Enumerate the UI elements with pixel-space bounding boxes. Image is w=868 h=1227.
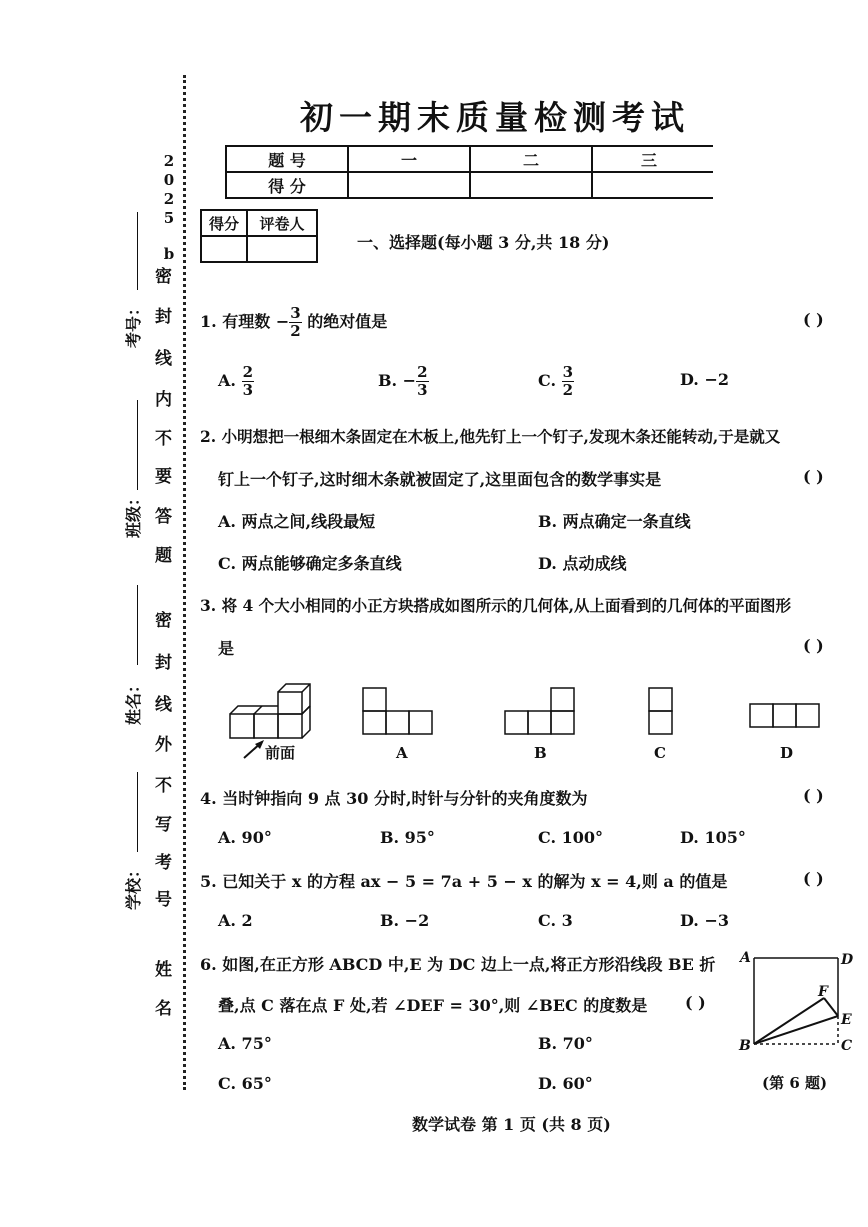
point-label: C [841, 1038, 853, 1054]
option-label: D. −2 [680, 370, 729, 389]
question-6-line1: 6. 如图,在正方形 ABCD 中,E 为 DC 边上一点,将正方形沿线段 BE 折 [200, 955, 716, 974]
grader-name-label: 评卷人 [247, 210, 317, 236]
seal-char: 姓 [155, 960, 172, 980]
option-label: A. [218, 371, 242, 390]
option-c-figure [646, 686, 676, 738]
score-cell[interactable] [470, 172, 592, 198]
question-3-line1: 3. 将 4 个大小相同的小正方块搭成如图所示的几何体,从上面看到的几何体的平面图形 [200, 596, 792, 615]
option-d-figure [748, 702, 824, 732]
seal-char: 答 [155, 507, 172, 527]
year-marks [162, 152, 176, 264]
point-label: E [841, 1012, 852, 1028]
question-2-line1: 2. 小明想把一根细木条固定在木板上,他先钉上一个钉子,发现木条还能转动,于是就又 [200, 427, 781, 446]
grader-score-cell[interactable] [201, 236, 247, 262]
school-label: 学校： [124, 861, 143, 910]
exam-title: 初一期末质量检测考试 [300, 98, 690, 137]
score-table-col: 一 [348, 146, 470, 172]
question-1-stem [200, 306, 387, 339]
school-write-line[interactable] [137, 772, 138, 852]
point-label: B [739, 1038, 751, 1054]
q1-option-b[interactable] [378, 365, 429, 398]
q1-option-a[interactable] [218, 365, 254, 398]
option-c-figure-label: C [654, 744, 666, 762]
answer-blank-2[interactable]: ( ) [803, 467, 824, 486]
frac-num: 3 [562, 363, 574, 381]
seal-char: 外 [155, 735, 172, 755]
question-2-line2: 钉上一个钉子,这时细木条就被固定了,这里面包含的数学事实是 [218, 470, 662, 489]
seal-char: 要 [155, 467, 172, 487]
q4-option-c[interactable]: C. 100° [538, 828, 603, 847]
q5-option-a[interactable]: A. 2 [218, 911, 253, 930]
point-label: A [740, 950, 751, 966]
section-title: 一、选择题(每小题 3 分,共 18 分) [357, 233, 610, 252]
q5-option-b[interactable]: B. −2 [380, 911, 430, 930]
name-write-line[interactable] [137, 585, 138, 665]
question-6-line2: 叠,点 C 落在点 F 处,若 ∠DEF = 30°,则 ∠BEC 的度数是 [218, 996, 648, 1015]
q1-fraction [289, 306, 301, 339]
q6-option-d[interactable]: D. 60° [538, 1074, 593, 1093]
q4-option-b[interactable]: B. 95° [380, 828, 435, 847]
year-char: 2 [163, 190, 175, 208]
option-b-figure [502, 686, 577, 738]
q1-option-d[interactable] [680, 370, 729, 389]
seal-char: 名 [155, 999, 172, 1019]
answer-blank-6[interactable]: ( ) [685, 993, 706, 1012]
question-3-line2: 是 [218, 639, 235, 658]
square-fold-figure [738, 948, 856, 1058]
score-table-header: 题 号 [226, 146, 348, 172]
frac-den: 2 [562, 381, 574, 399]
q1-stem-prefix: 1. 有理数 − [200, 312, 290, 331]
point-label: D [841, 952, 854, 968]
binding-dotted-line [183, 75, 186, 1090]
q6-option-b[interactable]: B. 70° [538, 1034, 593, 1053]
front-label: 前面 [265, 744, 296, 762]
frac-den: 3 [417, 381, 428, 399]
seal-char: 线 [155, 349, 172, 369]
class-write-line[interactable] [137, 400, 138, 490]
option-fraction [562, 365, 574, 398]
option-d-figure-label: D [780, 744, 794, 762]
figure-6-caption: (第 6 题) [762, 1074, 828, 1092]
seal-char: 题 [155, 546, 172, 566]
grader-table [200, 209, 318, 263]
point-label: F [818, 984, 828, 1000]
q1-option-c[interactable] [538, 365, 574, 398]
q5-option-c[interactable]: C. 3 [538, 911, 573, 930]
score-table-col: 二 [470, 146, 592, 172]
option-fraction [416, 365, 428, 398]
id-label: 考号： [124, 299, 143, 348]
q2-option-a[interactable]: A. 两点之间,线段最短 [218, 512, 376, 531]
option-b-figure-label: B [534, 744, 547, 762]
q2-option-b[interactable]: B. 两点确定一条直线 [538, 512, 691, 531]
q1-stem-suffix: 的绝对值是 [307, 312, 388, 331]
seal-char: 线 [155, 695, 172, 715]
answer-blank-1[interactable]: ( ) [803, 310, 824, 329]
answer-blank-4[interactable]: ( ) [803, 786, 824, 805]
seal-char: 密 [155, 267, 172, 287]
frac-den: 2 [290, 322, 301, 340]
q6-option-a[interactable]: A. 75° [218, 1034, 272, 1053]
option-a-figure [360, 686, 435, 738]
year-char: 2 [163, 152, 175, 170]
frac-den: 3 [242, 381, 253, 399]
q2-option-d[interactable]: D. 点动成线 [538, 554, 627, 573]
q5-option-d[interactable]: D. −3 [680, 911, 729, 930]
frac-num: 3 [290, 304, 301, 322]
question-5-stem: 5. 已知关于 x 的方程 ax − 5 = 7a + 5 − x 的解为 x = 4,则 a 的值是 [200, 872, 728, 891]
score-cell[interactable] [348, 172, 470, 198]
option-label: C. [538, 371, 562, 390]
option-label: B. − [378, 371, 417, 390]
class-label: 班级： [124, 489, 143, 538]
frac-num: 2 [417, 363, 428, 381]
frac-num: 2 [242, 363, 253, 381]
q2-option-c[interactable]: C. 两点能够确定多条直线 [218, 554, 402, 573]
seal-char: 号 [155, 890, 172, 910]
option-fraction [242, 365, 254, 398]
score-table-row-label: 得 分 [226, 172, 348, 198]
page-footer: 数学试卷 第 1 页 (共 8 页) [412, 1115, 611, 1134]
seal-char: 密 [155, 611, 172, 631]
seal-char: 封 [155, 653, 172, 673]
answer-blank-5[interactable]: ( ) [803, 869, 824, 888]
seal-char: 不 [155, 429, 172, 449]
score-table [225, 145, 713, 199]
seal-char: 考 [155, 853, 172, 873]
seal-char: 封 [155, 307, 172, 327]
grader-score-label: 得分 [201, 210, 247, 236]
seal-char: 不 [155, 776, 172, 796]
q4-option-a[interactable]: A. 90° [218, 828, 272, 847]
year-char: 5 [163, 209, 175, 227]
seal-char: 写 [155, 815, 172, 835]
id-write-line[interactable] [137, 212, 138, 290]
option-a-figure-label: A [396, 744, 408, 762]
score-table-col: 三 [592, 146, 713, 172]
seal-char: 内 [155, 390, 172, 410]
name-label: 姓名： [124, 676, 143, 725]
grader-name-cell[interactable] [247, 236, 317, 262]
q6-option-c[interactable]: C. 65° [218, 1074, 272, 1093]
year-char: b [163, 245, 175, 263]
score-cell[interactable] [592, 172, 713, 198]
question-4-stem: 4. 当时钟指向 9 点 30 分时,时针与分针的夹角度数为 [200, 789, 588, 808]
year-char: 0 [163, 171, 175, 189]
q4-option-d[interactable]: D. 105° [680, 828, 746, 847]
answer-blank-3[interactable]: ( ) [803, 636, 824, 655]
